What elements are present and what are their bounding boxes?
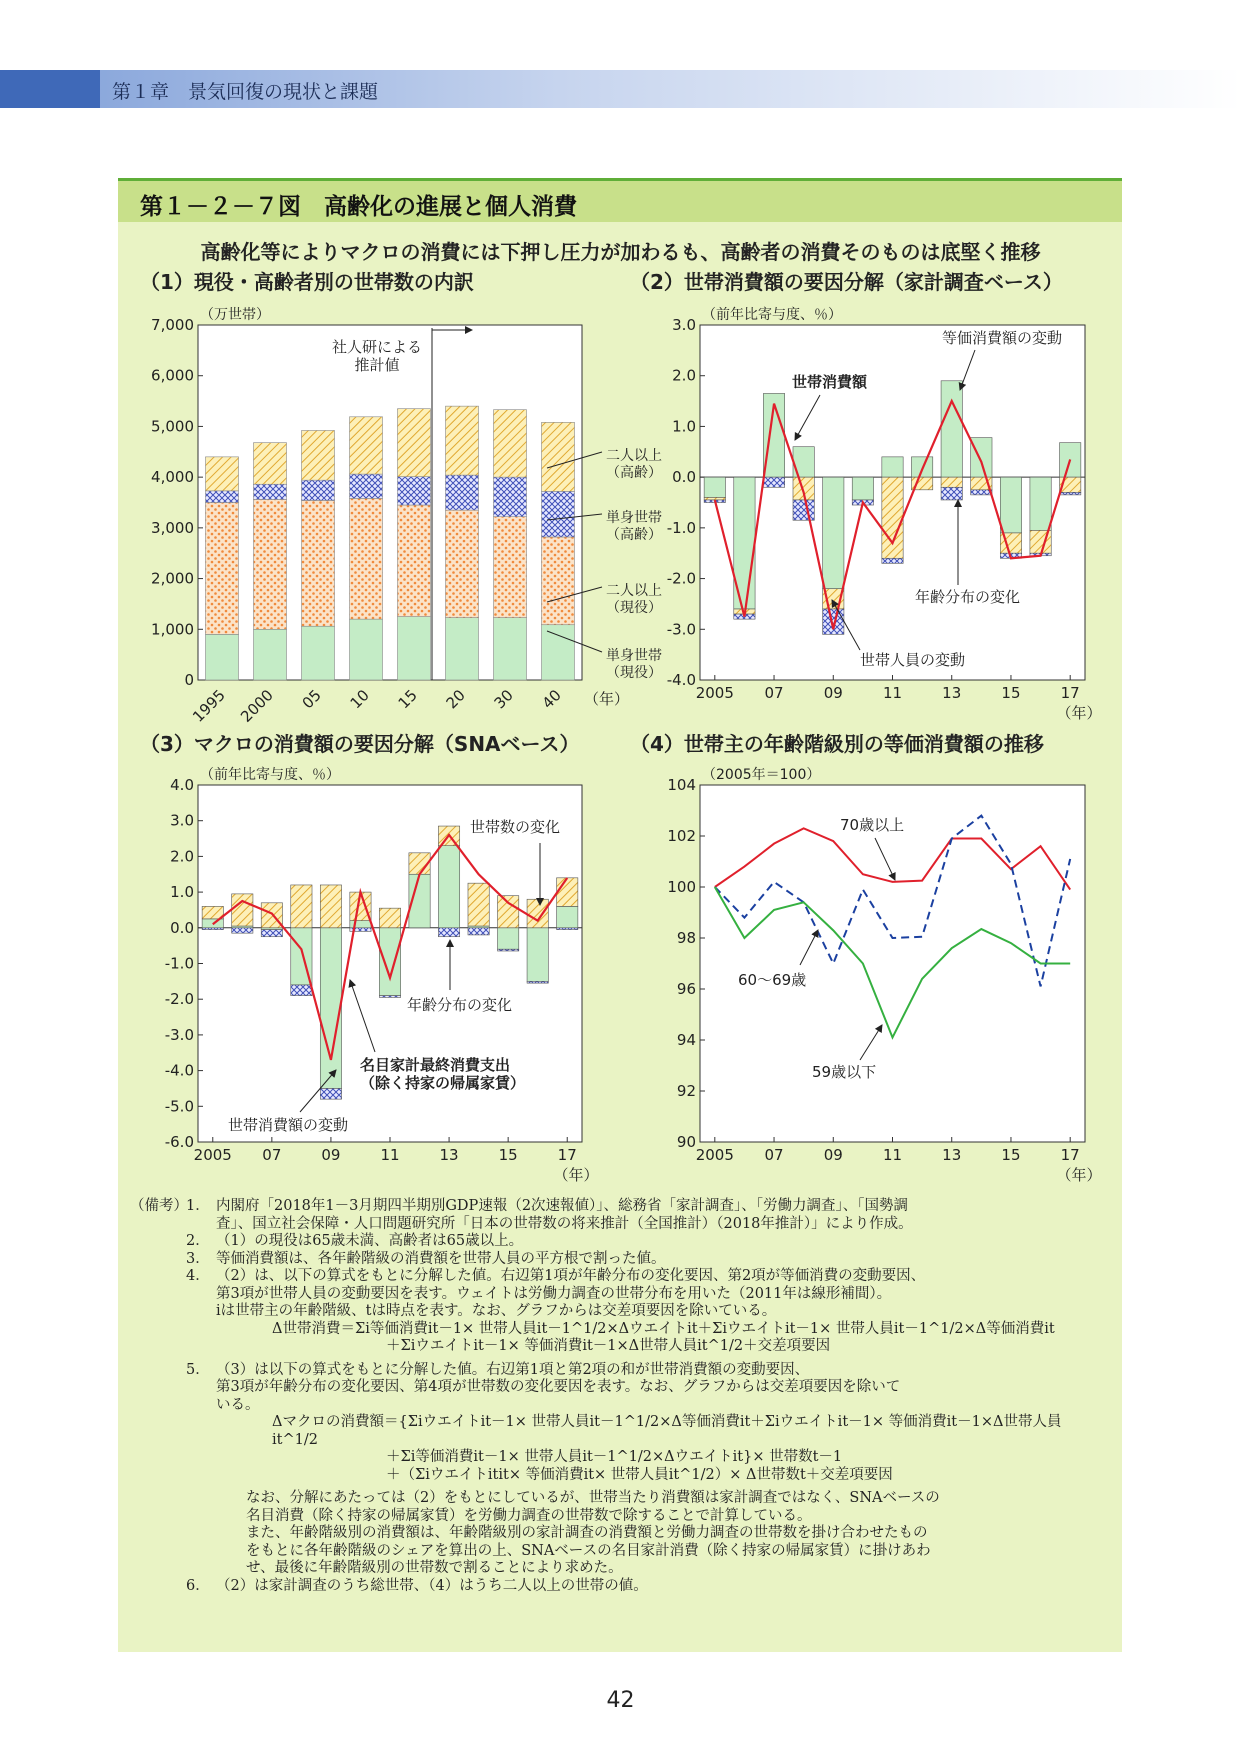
chart1-bar [398, 617, 431, 680]
chart2-bar [941, 477, 962, 487]
chart1-bar [206, 503, 239, 635]
chart1-xtick-label: 05 [298, 686, 325, 713]
chart3-ytick-label: -5.0 [164, 1097, 194, 1116]
chart2-xtick-label: 15 [1001, 684, 1021, 702]
chart1-bar [206, 634, 239, 680]
chart1-bar [446, 510, 479, 618]
chart2-ytick-label: 2.0 [672, 366, 696, 385]
chart4-title: （4）世帯主の年齢階級別の等価消費額の推移 [630, 732, 1044, 756]
notes [130, 1198, 1100, 1595]
chart1-bar [542, 537, 575, 625]
chart3-ytick-label: -6.0 [164, 1133, 194, 1151]
note-line: （1）の現役は65歳未満、高齢者は65歳以上。 [216, 1233, 524, 1249]
note-number: 2． [186, 1233, 210, 1249]
chart1-xtick-label: 15 [394, 686, 421, 713]
chart1-xunit: （年） [584, 690, 630, 708]
chart3-bar [527, 928, 548, 982]
chart1-xtick-label: 10 [346, 686, 373, 713]
chart1-bar [350, 619, 383, 680]
chart1-ytick-label: 3,000 [151, 518, 194, 537]
chart2-bar [823, 609, 844, 634]
chart2-bar [793, 500, 814, 520]
note-line: なお、分解にあたっては（2）をもとにしているが、世帯当たり消費額は家計調査ではなく、SNAベースの [246, 1490, 940, 1506]
chart3-ytick-label: -2.0 [164, 990, 194, 1009]
chart3-bar [498, 949, 519, 951]
chart1-ytick-label: 2,000 [151, 569, 194, 588]
note-line: （3）は以下の算式をもとに分解した値。右辺第1項と第2項の和が世帯消費額の変動要因、 [216, 1361, 810, 1378]
chart4-equivalent-consumption-by-age [667, 766, 1101, 1184]
chart1-bar [302, 430, 335, 480]
note-line: 等価消費額は、各年齢階級の消費額を世帯人員の平方根で割った値。 [216, 1250, 666, 1267]
chart3-ytick-label: 0.0 [170, 918, 194, 937]
chart3-xtick-label: 13 [439, 1146, 459, 1164]
chart4-ytick-label: 100 [667, 878, 696, 896]
chart4-ylabel: （2005年＝100） [702, 767, 821, 783]
chart1-bar [302, 626, 335, 680]
note-2 [130, 1233, 1100, 1251]
chapter-title: 第１章 景気回復の現状と課題 [112, 81, 379, 103]
chart3-bar [320, 1088, 341, 1099]
chart1-bar [350, 498, 383, 619]
chart4-xtick-label: 17 [1060, 1146, 1080, 1164]
chart2-bar [852, 477, 873, 500]
chart1-bar [398, 477, 431, 505]
note-6 [130, 1578, 1100, 1596]
chart2-bar [971, 490, 992, 495]
chart3-bar [557, 906, 578, 927]
chart1-legend-label: 二人以上 [606, 448, 662, 464]
chart1-legend-label: 単身世帯 [606, 510, 662, 526]
chart3-bar [527, 899, 548, 928]
chart3-ytick-label: -3.0 [164, 1025, 194, 1044]
chart4-plot-area [700, 785, 1085, 1142]
chart3-bar [320, 885, 341, 928]
chart2-ytick-label: -3.0 [666, 620, 696, 639]
chart3-series-label: 世帯消費額の変動 [228, 1116, 349, 1134]
chart2-bar [882, 457, 903, 477]
chart3-xtick-label: 15 [498, 1146, 518, 1164]
chart2-xunit: （年） [1056, 704, 1102, 722]
chart1-ytick-label: 5,000 [151, 417, 194, 436]
chart4-ytick-label: 102 [667, 827, 696, 845]
chart4-xtick-label: 09 [823, 1146, 843, 1164]
chart1-xtick-label: 20 [442, 686, 469, 713]
chart3-title: （3）マクロの消費額の要因分解（SNAベース） [140, 732, 580, 756]
chart1-xtick-label: 1995 [189, 686, 229, 726]
chart3-bar [498, 896, 519, 928]
chart1-bar [494, 517, 527, 618]
chart2-ytick-label: -4.0 [666, 671, 696, 689]
chart4-xtick-label: 07 [764, 1146, 784, 1164]
chart2-household-consumption-decomposition [667, 306, 1102, 722]
chart3-xunit: （年） [553, 1166, 599, 1184]
chart3-series-label: 世帯数の変化 [470, 818, 561, 836]
chart2-bar [704, 477, 725, 497]
chart3-xtick-label: 17 [557, 1146, 577, 1164]
chart1-bar [542, 625, 575, 680]
chart3-bar [379, 908, 400, 928]
chart1-legend-label: （高齢） [606, 527, 662, 543]
chart3-macro-consumption-decomposition [165, 766, 599, 1184]
chart1-legend-label: 二人以上 [606, 583, 662, 599]
chart1-bar [350, 417, 383, 474]
note-4 [130, 1268, 1100, 1321]
note-line: 内閣府「2018年1－3月期四半期別GDP速報（2次速報値）」、総務省「家計調査」、「労働力調査」、「国勢調 [216, 1198, 909, 1214]
note-number: 6． [186, 1577, 210, 1594]
chart2-xtick-label: 17 [1060, 684, 1080, 702]
chart3-bar [379, 928, 400, 996]
chart2-bar [1030, 477, 1051, 530]
chart3-bar [232, 894, 253, 926]
chart3-ytick-label: -4.0 [164, 1061, 194, 1080]
chart2-xtick-label: 11 [882, 684, 903, 702]
chart2-bar [763, 477, 784, 487]
chart1-bar [494, 477, 527, 517]
chart1-household-counts [151, 306, 662, 726]
note-5 [130, 1362, 1100, 1415]
chart3-bar [320, 928, 341, 1089]
chart3-bar [379, 996, 400, 998]
chart3-xtick-label: 11 [380, 1146, 400, 1164]
chart2-ylabel: （前年比寄与度、％） [702, 307, 842, 323]
chart2-bar [941, 381, 962, 477]
note-line: 第3項が世帯人員の変動要因を表す。ウェイトは労働力調査の世帯分布を用いた（2011年は線形補間）。 [216, 1285, 892, 1302]
equation-4-line-1: Δ世帯消費＝Σi等価消費it－1× 世帯人員it－1^1/2×Δウエイトit＋Σiウエイトit－1× 世帯人員it－1^1/2×Δ等価消費it [272, 1320, 1055, 1337]
note-line: （2）は、以下の算式をもとに分解した値。右辺第1項が年齢分布の変化要因、第2項が等価消費の変動要因、 [216, 1268, 926, 1284]
chart1-bar [542, 422, 575, 491]
chart3-bar [527, 981, 548, 983]
chart1-bar [350, 474, 383, 498]
chart3-bar [557, 878, 578, 907]
chart3-bar [261, 930, 282, 937]
chart3-bar [291, 885, 312, 928]
chart3-ylabel: （前年比寄与度、％） [200, 767, 340, 783]
note-line: 査」、国立社会保障・人口問題研究所「日本の世帯数の将来推計（全国推計）（2018年推計）」により作成。 [216, 1215, 913, 1232]
chart1-ylabel: （万世帯） [200, 307, 270, 323]
chart2-xtick-label: 09 [823, 684, 843, 702]
note-line: 第3項が年齢分布の変化要因、第4項が世帯数の変化要因を表す。なお、グラフからは交差項要因を除いて [216, 1379, 901, 1395]
chart3-bar [232, 928, 253, 933]
chart2-bar [1000, 477, 1021, 533]
figure-lead: 高齢化等によりマクロの消費には下押し圧力が加わるも、高齢者の消費そのものは底堅く推移 [200, 240, 1041, 264]
chart1-bar [446, 406, 479, 475]
chart3-bar [350, 921, 371, 928]
chart2-ytick-label: 3.0 [672, 316, 696, 334]
chart3-bar [291, 985, 312, 996]
note-number: 1． [186, 1198, 210, 1214]
chart1-bar [446, 618, 479, 680]
chart1-legend-label: （現役） [606, 665, 662, 681]
chart1-bar [254, 484, 287, 499]
chart2-series-label: 世帯人員の変動 [860, 651, 966, 669]
chart3-ytick-label: 4.0 [170, 776, 194, 794]
chart3-ytick-label: 3.0 [170, 811, 194, 830]
chart1-legend-label: （高齢） [606, 465, 662, 481]
chart3-bar [468, 928, 489, 935]
chart4-ytick-label: 94 [676, 1031, 696, 1049]
chart4-ytick-label: 98 [676, 929, 696, 947]
chart2-bar [971, 438, 992, 478]
chart3-bar [202, 928, 223, 930]
chart4-xtick-label: 2005 [695, 1146, 734, 1164]
chart3-bar [557, 928, 578, 930]
chart1-bar [494, 410, 527, 477]
chart2-bar [704, 497, 725, 500]
equation-5-line-1: Δマクロの消費額＝{Σiウエイトit－1× 世帯人員it－1^1/2×Δ等価消費it＋Σiウエイトit－1× 等価消費it－1×Δ世帯人員it^1/2 [272, 1414, 1062, 1448]
chart2-series-label: 年齢分布の変化 [915, 588, 1021, 606]
note-extra [130, 1490, 1100, 1578]
chart3-bar [438, 846, 459, 928]
chart1-bar [206, 457, 239, 491]
chart4-ytick-label: 96 [676, 980, 696, 998]
chart1-bar [398, 409, 431, 477]
chart4-xtick-label: 13 [942, 1146, 962, 1164]
chart3-bar [468, 883, 489, 926]
note-line: iは世帯主の年齢階級、tは時点を表す。なお、グラフからは交差項要因を除いている。 [216, 1303, 777, 1319]
chart2-bar [882, 558, 903, 563]
equation-5-line-3: ＋（Σiウエイトitit× 等価消費it× 世帯人員it^1/2）× Δ世帯数t＋交差項要因 [386, 1466, 893, 1483]
chart1-title: （1）現役・高齢者別の世帯数の内訳 [140, 270, 474, 294]
chart2-xtick-label: 07 [764, 684, 784, 702]
chart2-ytick-label: -1.0 [666, 518, 696, 537]
chart4-ytick-label: 92 [676, 1082, 696, 1100]
chart1-xtick-label: 30 [490, 686, 517, 713]
equation-4-line-2: ＋Σiウエイトit－1× 等価消費it－1×Δ世帯人員it^1/2＋交差項要因 [386, 1338, 831, 1354]
chart3-ytick-label: 2.0 [170, 847, 194, 866]
equation-5-line-2: ＋Σi等価消費it－1× 世帯人員it－1^1/2×Δウエイトit}× 世帯数t－1 [386, 1449, 843, 1465]
chart1-legend-label: （現役） [606, 600, 662, 616]
chart1-bar [446, 475, 479, 510]
chart2-title: （2）世帯消費額の要因分解（家計調査ベース） [630, 270, 1063, 294]
chart1-ytick-label: 4,000 [151, 468, 194, 487]
chart1-ytick-label: 0 [184, 671, 194, 689]
chart4-ytick-label: 90 [676, 1133, 696, 1151]
chart1-ytick-label: 7,000 [151, 316, 194, 334]
chart1-bar [494, 618, 527, 680]
chart2-bar [941, 487, 962, 500]
chart1-bar [542, 491, 575, 537]
chart4-series-label: 59歳以下 [812, 1063, 877, 1081]
chart4-series-label: 70歳以上 [840, 816, 905, 834]
chart3-xtick-label: 09 [321, 1146, 341, 1164]
note-number: 4． [186, 1268, 210, 1284]
note-3 [130, 1251, 1100, 1269]
chart2-bar [1060, 492, 1081, 495]
chart4-xtick-label: 15 [1001, 1146, 1021, 1164]
chart4-series-label: 60～69歳 [738, 971, 807, 989]
note-line: また、年齢階級別の消費額は、年齢階級別の家計調査の消費額と労働力調査の世帯数を掛け合わせたもの [246, 1525, 928, 1541]
chart1-bar [206, 491, 239, 503]
chart1-ytick-label: 1,000 [151, 620, 194, 639]
chart1-annotation: 推計値 [354, 356, 400, 374]
chart3-bar [498, 928, 519, 949]
figure-title: 第１－２－７図 高齢化の進展と個人消費 [140, 194, 577, 220]
chart4-xunit: （年） [1056, 1166, 1102, 1184]
chart2-bar [882, 477, 903, 558]
note-line: せ、最後に年齢階級別の世帯数で割ることにより求めた。 [246, 1560, 623, 1576]
chart1-ytick-label: 6,000 [151, 366, 194, 385]
page-number: 42 [606, 1688, 635, 1713]
chart3-xtick-label: 2005 [193, 1146, 232, 1164]
chart1-bar [254, 443, 287, 485]
chart1-bar [302, 480, 335, 500]
chart1-xtick-label: 40 [538, 686, 565, 713]
chart3-bar [438, 928, 459, 937]
note-line: いる。 [216, 1396, 260, 1413]
chart1-bar [398, 505, 431, 617]
note-1 [130, 1198, 1100, 1233]
chart4-xtick-label: 11 [882, 1146, 903, 1164]
chart3-ytick-label: 1.0 [170, 883, 194, 902]
chart2-ytick-label: -2.0 [666, 569, 696, 588]
note-line: 名目消費（除く持家の帰属家賃）を労働力調査の世帯数で除することで計算している。 [246, 1507, 812, 1524]
chart4-ytick-label: 104 [667, 776, 696, 794]
chart2-series-label: 世帯消費額 [792, 373, 868, 391]
chart1-annotation: 社人研による [331, 338, 423, 356]
chart3-series-label: 年齢分布の変化 [407, 996, 513, 1014]
chart1-xtick-label: 2000 [237, 686, 277, 726]
chart2-ytick-label: 0.0 [672, 468, 696, 487]
note-number: 3． [186, 1250, 210, 1267]
chart2-xtick-label: 2005 [695, 684, 734, 702]
chart3-series-label: 名目家計最終消費支出 [360, 1056, 511, 1074]
chart3-series-label: （除く持家の帰属家賃） [360, 1074, 526, 1092]
chart3-ytick-label: -1.0 [164, 954, 194, 973]
chart1-bar [302, 500, 335, 626]
chart2-xtick-label: 13 [942, 684, 962, 702]
notes-label: （備考） [130, 1198, 188, 1214]
chart1-legend-label: 単身世帯 [606, 648, 662, 664]
chart2-ytick-label: 1.0 [672, 417, 696, 436]
chart3-xtick-label: 07 [262, 1146, 282, 1164]
chart1-bar [254, 499, 287, 629]
chart1-bar [254, 629, 287, 680]
note-number: 5． [186, 1361, 210, 1378]
note-line: （2）は家計調査のうち総世帯、（4）はうち二人以上の世帯の値。 [216, 1577, 648, 1594]
note-line: をもとに各年齢階級のシェアを算出の上、SNAベースの名目家計消費（除く持家の帰属家賃）に掛けあわ [246, 1542, 931, 1559]
chart2-series-label: 等価消費額の変動 [942, 329, 1063, 347]
chart2-bar [823, 477, 844, 589]
